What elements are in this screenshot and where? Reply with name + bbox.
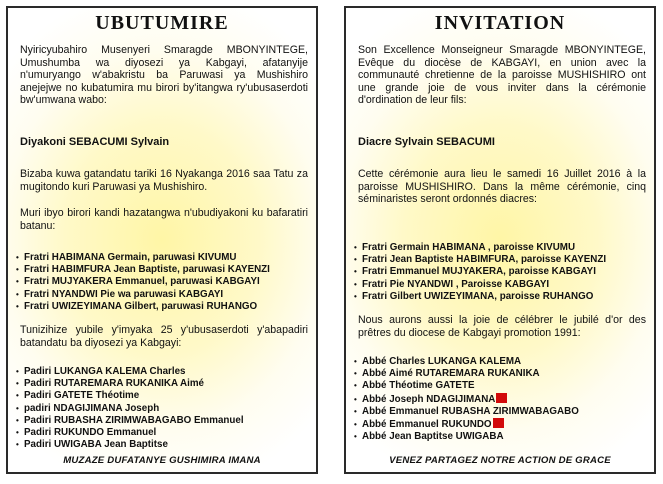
list-item	[354, 393, 648, 406]
date-paragraph: Bizaba kuwa gatandatu tariki 16 Nyakanga 2016 saa Tatu za mugitondo kuri Paruwasi ya Mushishiro.	[20, 168, 308, 193]
deacons-list	[16, 252, 310, 313]
deacons-list	[354, 242, 648, 303]
card-footer: VENEZ PARTAGEZ NOTRE ACTION DE GRACE	[389, 455, 611, 466]
list-item: • Fratri Gilbert UWIZEYIMANA, paroisse RUHANGO	[354, 291, 648, 303]
list-item: • Abbé Théotime GATETE	[354, 380, 648, 392]
red-marker	[496, 393, 507, 403]
list-item: • Padiri UWIGABA Jean Baptitse	[16, 439, 310, 451]
list-item: • Fratri HABIMFURA Jean Baptiste, paruwasi KAYENZI	[16, 264, 310, 276]
jubilee-intro: Tunizihize yubile y'imyaka 25 y'ubusaserdoti y'abapadiri batandatu ba diyosezi ya Kabgayi:	[20, 324, 308, 349]
date-paragraph: Cette cérémonie aura lieu le samedi 16 Juillet 2016 à la paroisse MUSHISHIRO. Dans la même cérémonie, cinq séminaristes seront ordonnés diacres:	[358, 168, 646, 206]
list-item: • Padiri RUKUNDO Emmanuel	[16, 427, 310, 439]
list-item: • Fratri MUJYAKERA Emmanuel, paruwasi KABGAYI	[16, 276, 310, 288]
list-item: • Padiri GATETE Théotime	[16, 390, 310, 402]
list-item: • Fratri NYANDWI Pie wa paruwasi KABGAYI	[16, 289, 310, 301]
list-item: • Fratri UWIZEYIMANA Gilbert, paruwasi RUHANGO	[16, 301, 310, 313]
intro-paragraph: Son Excellence Monseigneur Smaragde MBONYINTEGE, Evêque du diocèse de KABGAYI, en union avec la communauté chretienne de la paroisse MUSHISHIRO ont une grande joie de vous inviter dans la cérémonie d'ordination de leur fils:	[358, 44, 646, 107]
list-item: • padiri NDAGIJIMANA Joseph	[16, 403, 310, 415]
priests-list	[354, 356, 648, 443]
invitation-card-kinyarwanda	[6, 6, 318, 474]
list-item: • Padiri RUTAREMARA RUKANIKA Aimé	[16, 378, 310, 390]
list-item: • Abbé Emmanuel RUBASHA ZIRIMWABAGABO	[354, 406, 648, 418]
candidate-name: Diyakoni SEBACUMI Sylvain	[20, 136, 170, 148]
list-item: • Abbé Jean Baptitse UWIGABA	[354, 431, 648, 443]
intro-paragraph: Nyiricyubahiro Musenyeri Smaragde MBONYINTEGE, Umushumba wa diyosezi ya Kabgayi, afatanyije n'umuryango w'abakristu ba Paruwasi ya Mushishiro anejejwe no kubatumira mu birori by'itangwa ry'ubusaserdoti bw'umwana wabo:	[20, 44, 308, 107]
list-item: • Fratri Germain HABIMANA , paroisse KIVUMU	[354, 242, 648, 254]
priest-name: Abbé Joseph NDAGIJIMANA	[362, 393, 496, 405]
invitation-card-french	[344, 6, 656, 474]
list-item: • Fratri HABIMANA Germain, paruwasi KIVUMU	[16, 252, 310, 264]
card-title: UBUTUMIRE	[95, 12, 229, 34]
priests-list	[16, 366, 310, 451]
candidate-name: Diacre Sylvain SEBACUMI	[358, 136, 495, 148]
list-item: • Padiri LUKANGA KALEMA Charles	[16, 366, 310, 378]
list-item: • Padiri RUBASHA ZIRIMWABAGABO Emmanuel	[16, 415, 310, 427]
deacons-intro: Muri ibyo birori kandi hazatangwa n'ubudiyakoni ku bafaratiri batanu:	[20, 207, 308, 232]
card-footer: MUZAZE DUFATANYE GUSHIMIRA IMANA	[63, 455, 261, 466]
list-item: • Abbé Aimé RUTAREMARA RUKANIKA	[354, 368, 648, 380]
red-marker	[493, 418, 504, 428]
list-item: • Fratri Pie NYANDWI , Paroisse KABGAYI	[354, 279, 648, 291]
card-title: INVITATION	[434, 12, 566, 34]
list-item	[354, 418, 648, 431]
list-item: • Fratri Emmanuel MUJYAKERA, paroisse KABGAYI	[354, 266, 648, 278]
priest-name: Abbé Emmanuel RUKUNDO	[362, 419, 492, 431]
list-item: • Abbé Charles LUKANGA KALEMA	[354, 356, 648, 368]
list-item: • Fratri Jean Baptiste HABIMFURA, paroisse KAYENZI	[354, 254, 648, 266]
jubilee-intro: Nous aurons aussi la joie de célébrer le jubilé d'or des prêtres du diocese de Kabgayi promotion 1991:	[358, 314, 646, 339]
